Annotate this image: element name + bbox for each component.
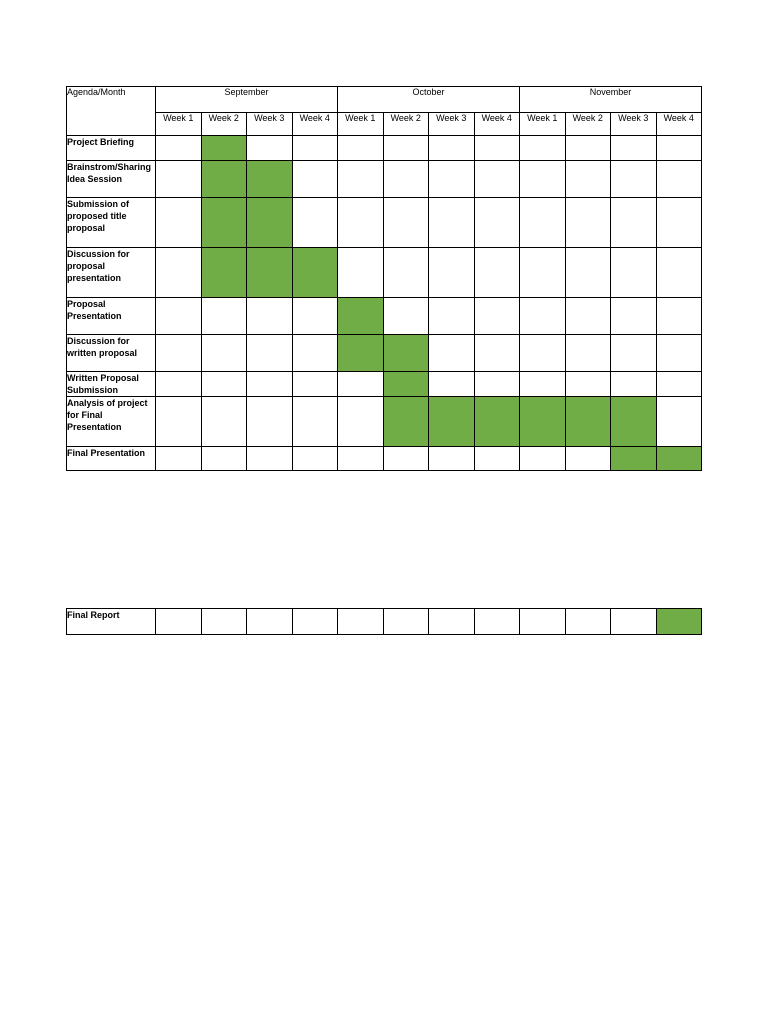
schedule-cell [565, 335, 611, 372]
final-report-rows [67, 609, 702, 635]
schedule-cell [156, 372, 202, 397]
week-header: Week 1 [520, 113, 566, 136]
schedule-cell [201, 609, 247, 635]
schedule-cell [429, 248, 475, 298]
task-row-final-report [67, 609, 702, 635]
schedule-cell [656, 198, 702, 248]
schedule-cell [611, 136, 657, 161]
schedule-cell [338, 372, 384, 397]
schedule-cell [611, 609, 657, 635]
schedule-cell [474, 298, 520, 335]
schedule-cell [338, 397, 384, 447]
month-header-october: October [338, 87, 520, 113]
schedule-cell [383, 609, 429, 635]
schedule-cell-active [383, 397, 429, 447]
schedule-cell [156, 397, 202, 447]
schedule-cell [429, 161, 475, 198]
schedule-cell [156, 609, 202, 635]
schedule-cell [338, 198, 384, 248]
schedule-cell [565, 298, 611, 335]
schedule-cell [565, 161, 611, 198]
schedule-cell-active [656, 609, 702, 635]
week-header: Week 4 [292, 113, 338, 136]
schedule-cell [611, 248, 657, 298]
task-label: Final Presentation [67, 447, 156, 471]
schedule-cell [474, 447, 520, 471]
final-report-table [66, 608, 702, 635]
schedule-cell [429, 136, 475, 161]
task-row-written-proposal-submission [67, 372, 702, 397]
task-label: Analysis of project for Final Presentation [67, 397, 156, 447]
schedule-cell [611, 372, 657, 397]
schedule-cell [247, 372, 293, 397]
schedule-cell [474, 161, 520, 198]
schedule-cell [292, 298, 338, 335]
schedule-cell [565, 447, 611, 471]
week-header: Week 3 [429, 113, 475, 136]
schedule-cell [292, 335, 338, 372]
schedule-cell [611, 198, 657, 248]
task-label: Final Report [67, 609, 156, 635]
schedule-cell [338, 248, 384, 298]
schedule-cell-active [611, 397, 657, 447]
task-label: Discussion for written proposal [67, 335, 156, 372]
schedule-cell [201, 335, 247, 372]
week-header: Week 4 [656, 113, 702, 136]
schedule-cell-active [247, 248, 293, 298]
schedule-cell [383, 198, 429, 248]
schedule-cell [429, 447, 475, 471]
task-label: Proposal Presentation [67, 298, 156, 335]
schedule-cell [383, 447, 429, 471]
schedule-cell [611, 335, 657, 372]
schedule-cell-active [611, 447, 657, 471]
schedule-cell [156, 198, 202, 248]
schedule-cell [429, 198, 475, 248]
schedule-cell [383, 248, 429, 298]
schedule-cell [247, 298, 293, 335]
schedule-cell [656, 136, 702, 161]
schedule-cell [201, 298, 247, 335]
task-row-submission-of-proposed-title-proposal [67, 198, 702, 248]
schedule-cell [338, 447, 384, 471]
week-header: Week 2 [383, 113, 429, 136]
schedule-cell-active [292, 248, 338, 298]
schedule-cell [520, 609, 566, 635]
task-label: Written Proposal Submission [67, 372, 156, 397]
schedule-cell [520, 335, 566, 372]
schedule-cell [338, 161, 384, 198]
schedule-cell-active [565, 397, 611, 447]
schedule-cell [247, 136, 293, 161]
week-header-row [67, 113, 702, 136]
week-header: Week 3 [611, 113, 657, 136]
schedule-cell [474, 609, 520, 635]
schedule-cell [474, 198, 520, 248]
task-row-proposal-presentation [67, 298, 702, 335]
schedule-cell [656, 397, 702, 447]
schedule-cell-active [201, 198, 247, 248]
week-header: Week 1 [338, 113, 384, 136]
schedule-cell [247, 609, 293, 635]
schedule-cell [201, 447, 247, 471]
schedule-cell [474, 372, 520, 397]
schedule-cell [429, 609, 475, 635]
schedule-cell [156, 136, 202, 161]
schedule-cell-active [429, 397, 475, 447]
schedule-cell [656, 372, 702, 397]
task-row-project-briefing [67, 136, 702, 161]
schedule-cell [292, 609, 338, 635]
schedule-cell [292, 397, 338, 447]
task-row-final-presentation [67, 447, 702, 471]
schedule-cell [520, 248, 566, 298]
task-label: Submission of proposed title proposal [67, 198, 156, 248]
schedule-cell [247, 335, 293, 372]
schedule-cell [292, 136, 338, 161]
schedule-cell [383, 298, 429, 335]
task-rows [67, 136, 702, 471]
schedule-cell [292, 372, 338, 397]
task-label: Brainstrom/Sharing Idea Session [67, 161, 156, 198]
schedule-cell-active [247, 161, 293, 198]
task-label: Project Briefing [67, 136, 156, 161]
schedule-cell-active [338, 335, 384, 372]
schedule-cell [429, 298, 475, 335]
schedule-cell-active [474, 397, 520, 447]
schedule-cell [292, 161, 338, 198]
schedule-cell-active [338, 298, 384, 335]
schedule-cell [656, 248, 702, 298]
schedule-cell [520, 136, 566, 161]
schedule-cell [656, 161, 702, 198]
schedule-cell [156, 335, 202, 372]
gantt-chart-table [66, 86, 702, 471]
schedule-cell [565, 136, 611, 161]
schedule-cell-active [656, 447, 702, 471]
schedule-cell [383, 136, 429, 161]
agenda-month-header: Agenda/Month [67, 87, 156, 136]
schedule-cell [156, 161, 202, 198]
schedule-cell-active [383, 372, 429, 397]
schedule-cell [474, 248, 520, 298]
schedule-cell [656, 335, 702, 372]
schedule-cell [247, 447, 293, 471]
schedule-cell-active [201, 161, 247, 198]
schedule-cell [611, 161, 657, 198]
week-header: Week 2 [565, 113, 611, 136]
task-label: Discussion for proposal presentation [67, 248, 156, 298]
schedule-cell [474, 136, 520, 161]
week-header: Week 3 [247, 113, 293, 136]
schedule-cell [156, 298, 202, 335]
schedule-cell [565, 372, 611, 397]
schedule-cell [520, 198, 566, 248]
week-header: Week 2 [201, 113, 247, 136]
schedule-cell [201, 372, 247, 397]
month-header-september: September [156, 87, 338, 113]
schedule-cell [520, 298, 566, 335]
schedule-cell-active [383, 335, 429, 372]
week-header: Week 4 [474, 113, 520, 136]
schedule-cell [292, 447, 338, 471]
schedule-cell-active [201, 248, 247, 298]
schedule-cell [292, 198, 338, 248]
task-row-discussion-for-written-proposal [67, 335, 702, 372]
schedule-cell [201, 397, 247, 447]
month-header-row [67, 87, 702, 113]
schedule-cell [474, 335, 520, 372]
schedule-cell [338, 136, 384, 161]
task-row-discussion-for-proposal-presentation [67, 248, 702, 298]
schedule-cell [565, 248, 611, 298]
schedule-cell [520, 161, 566, 198]
schedule-cell [565, 609, 611, 635]
schedule-cell [156, 447, 202, 471]
schedule-cell [520, 372, 566, 397]
schedule-cell [611, 298, 657, 335]
schedule-cell [338, 609, 384, 635]
schedule-cell [383, 161, 429, 198]
schedule-cell [565, 198, 611, 248]
schedule-cell-active [520, 397, 566, 447]
task-row-analysis-of-project-for-final-presentation [67, 397, 702, 447]
schedule-cell [429, 372, 475, 397]
schedule-cell [429, 335, 475, 372]
month-header-november: November [520, 87, 702, 113]
week-header: Week 1 [156, 113, 202, 136]
schedule-cell-active [247, 198, 293, 248]
task-row-brainstrom-sharing-idea-session [67, 161, 702, 198]
schedule-cell [656, 298, 702, 335]
schedule-cell [247, 397, 293, 447]
schedule-cell-active [201, 136, 247, 161]
schedule-cell [156, 248, 202, 298]
schedule-cell [520, 447, 566, 471]
